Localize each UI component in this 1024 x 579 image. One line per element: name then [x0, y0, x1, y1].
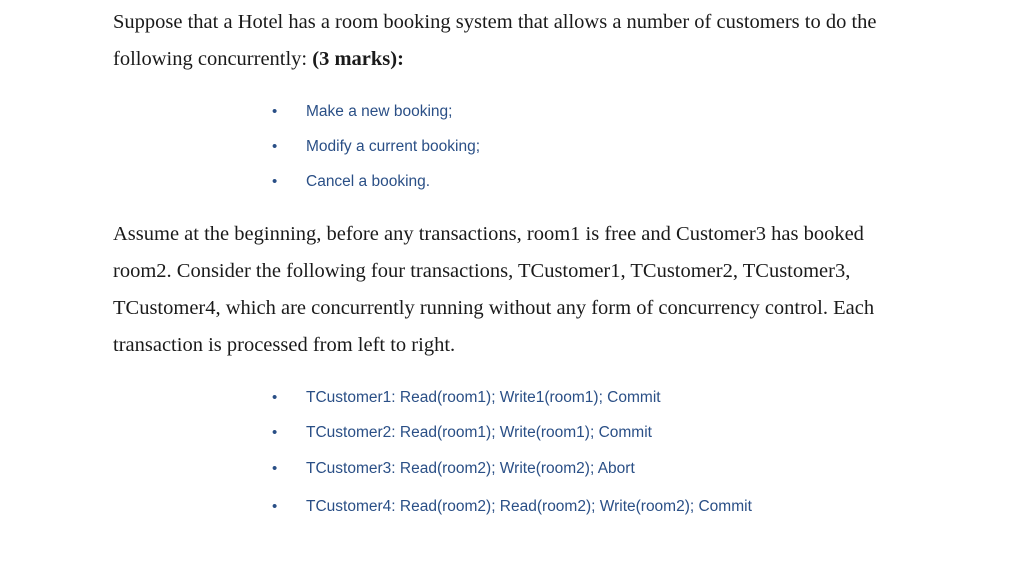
transaction-text: TCustomer1: Read(room1); Write1(room1); Commit [306, 389, 661, 406]
intro-paragraph [113, 4, 913, 78]
bullet-icon: • [272, 103, 278, 120]
bullet-icon: • [272, 424, 278, 441]
bullet-icon: • [272, 460, 278, 477]
operation-text: Cancel a booking. [306, 173, 431, 190]
marks-label: (3 marks): [312, 48, 404, 70]
bullet-icon: • [272, 173, 278, 190]
bullet-icon: • [272, 498, 278, 515]
operation-text: Modify a current booking; [306, 138, 481, 155]
transaction-text: TCustomer2: Read(room1); Write(room1); Commit [306, 424, 652, 441]
bullet-icon: • [272, 138, 278, 155]
bullet-icon: • [272, 389, 278, 406]
intro-text: Suppose that a Hotel has a room booking system that allows a number of customers to do the following concurrently: [113, 11, 877, 70]
operation-text: Make a new booking; [306, 103, 453, 120]
assumption-paragraph: Assume at the beginning, before any transactions, room1 is free and Customer3 has booked room2. Consider the following four transactions, TCustomer1, TCustomer2, TCustomer3, TCustomer4, which are concurrently running without any form of concurrency control. Each transaction is processed from left to right. [113, 223, 875, 356]
transaction-text: TCustomer3: Read(room2); Write(room2); Abort [306, 460, 635, 477]
transaction-text: TCustomer4: Read(room2); Read(room2); Write(room2); Commit [306, 498, 752, 515]
